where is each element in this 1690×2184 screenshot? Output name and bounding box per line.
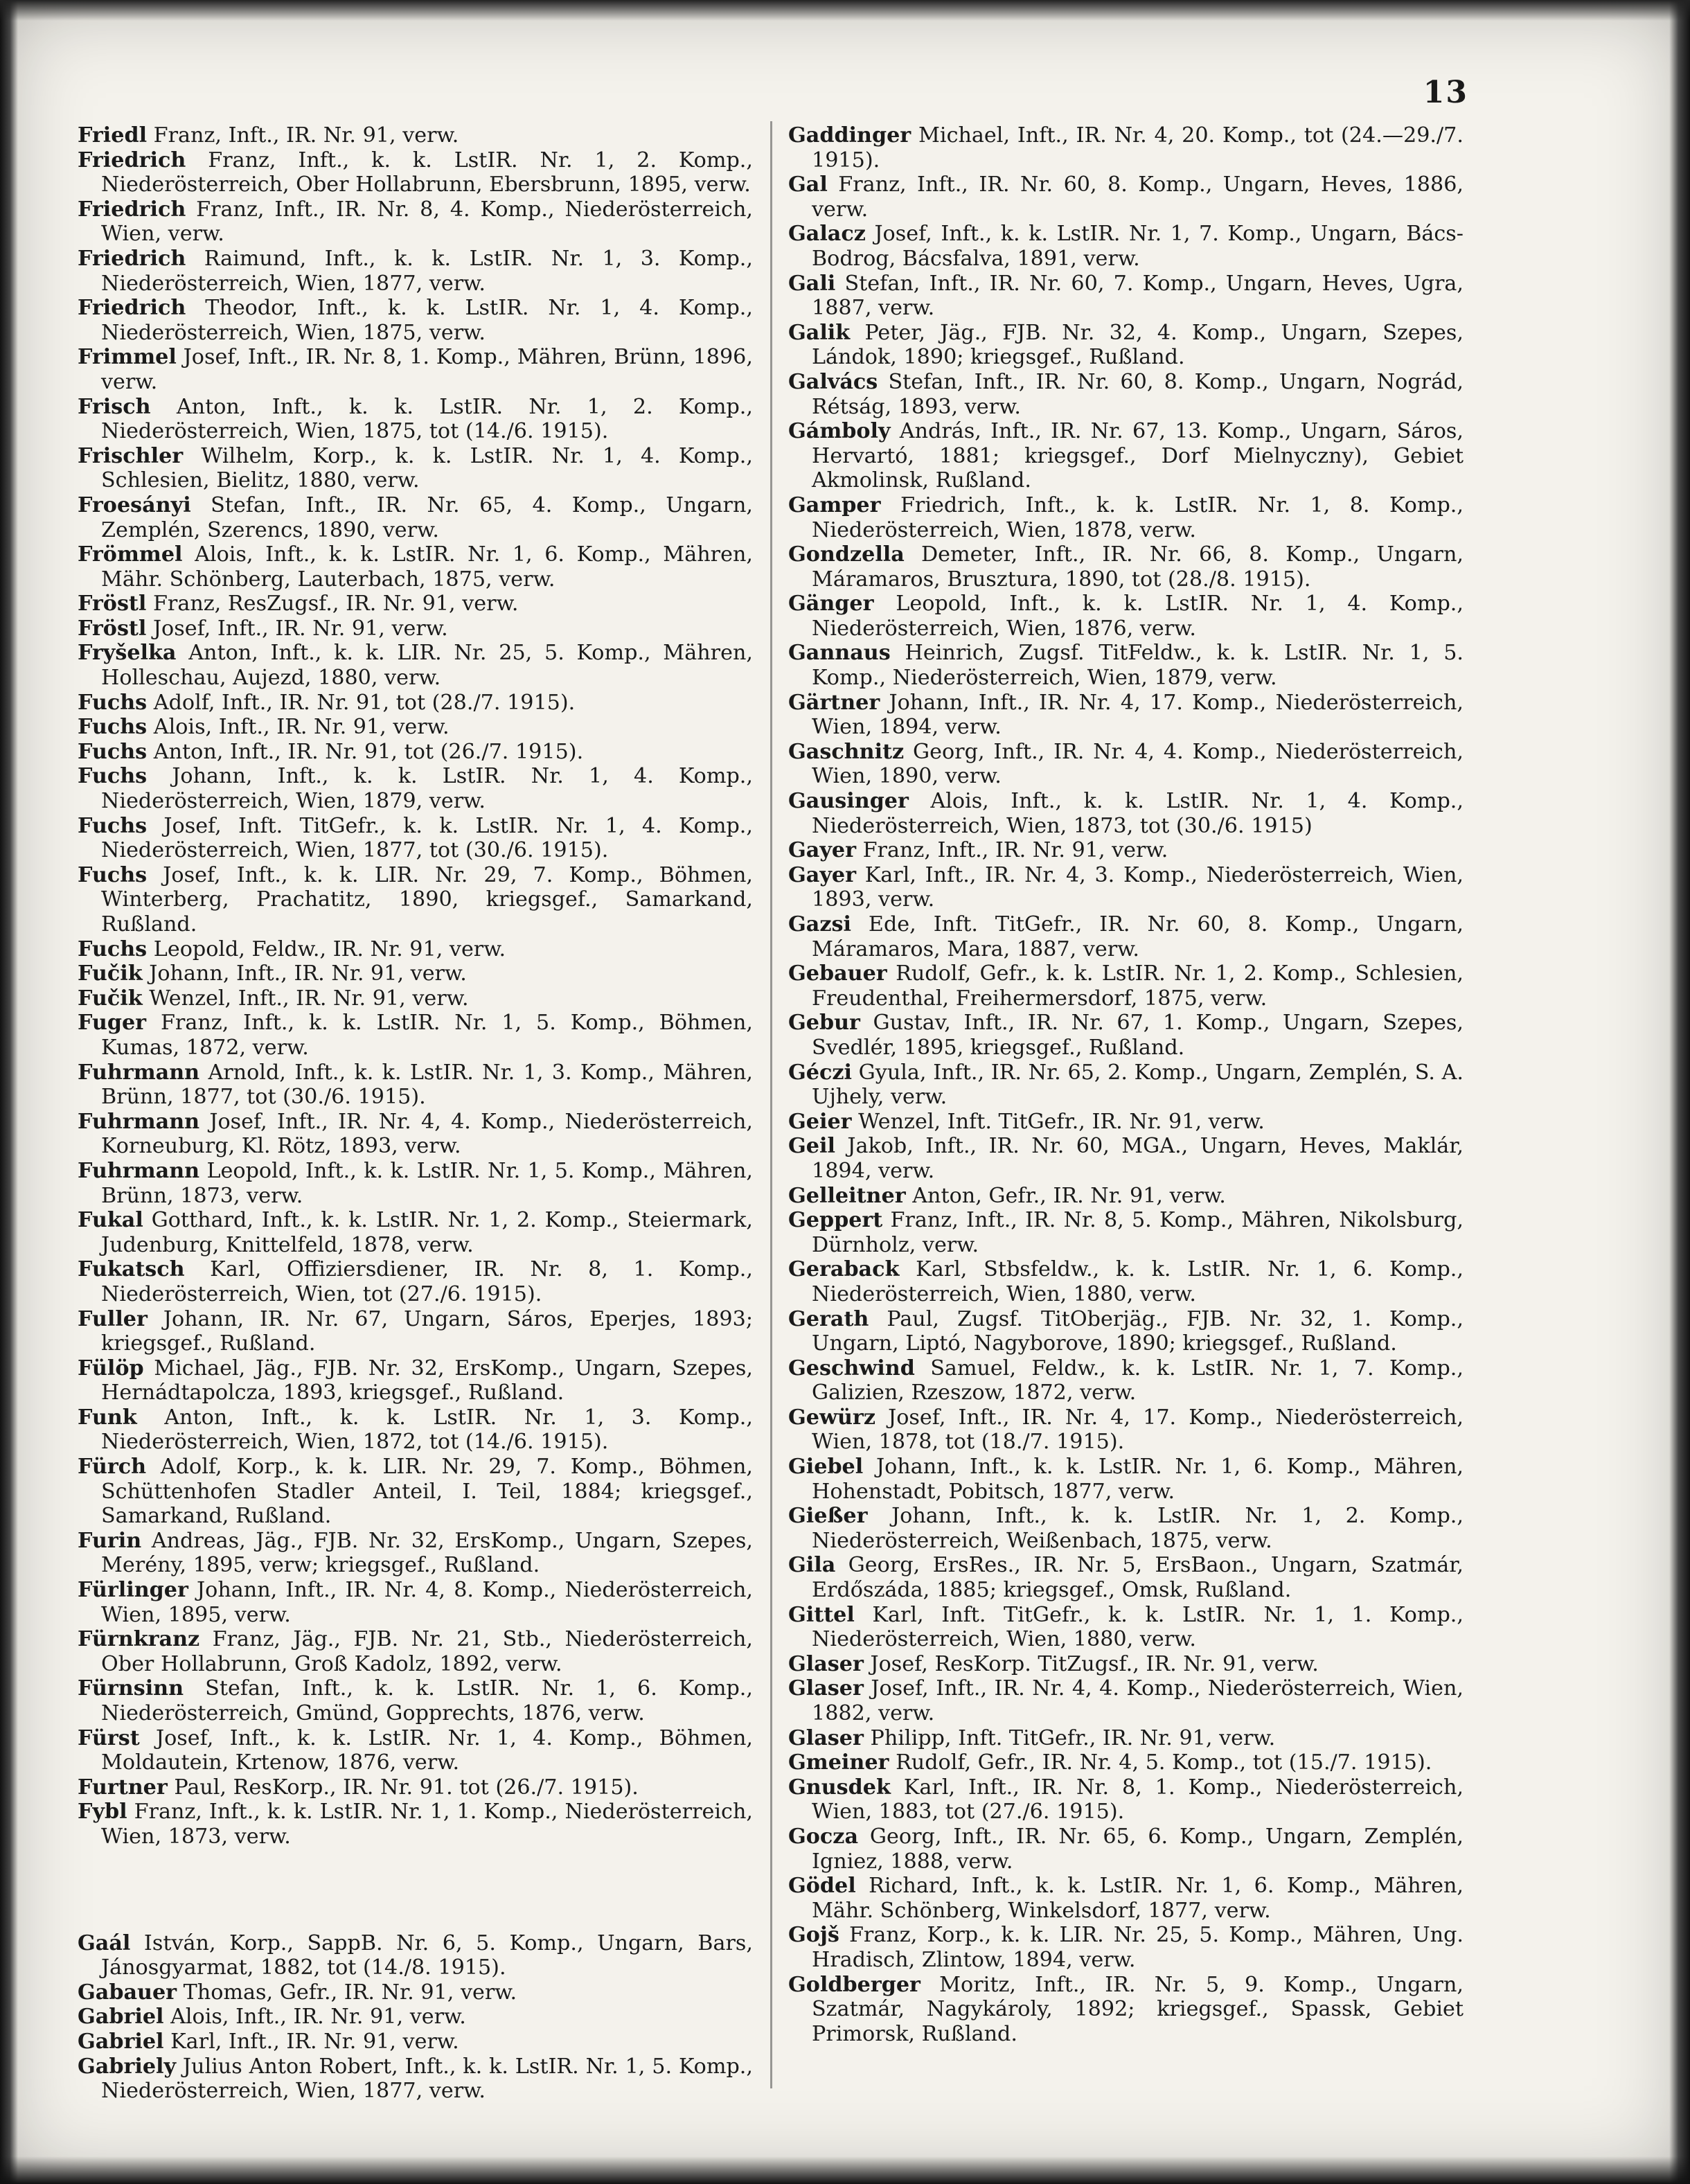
entry-surname: Giebel xyxy=(788,1455,864,1480)
entry-surname: Froesányi xyxy=(78,492,191,517)
scan-edge-top xyxy=(0,0,1690,21)
entry-surname: Fučik xyxy=(78,961,143,986)
entry-surname: Fuchs xyxy=(78,862,148,887)
entry-surname: Gabriely xyxy=(78,2054,177,2079)
entry-details: Andreas, Jäg., FJB. Nr. 32, ErsKomp., Ungarn, Szepes, Merény, 1895, verw; kriegsgef., Rußland. xyxy=(101,1528,753,1578)
entry-details: Leopold, Feldw., IR. Nr. 91, verw. xyxy=(147,936,506,961)
list-entry xyxy=(788,1307,1464,1356)
entry-details: Peter, Jäg., FJB. Nr. 32, 4. Komp., Ungarn, Szepes, Lándok, 1890; kriegsgef., Rußland. xyxy=(812,320,1464,370)
entry-surname: Friedl xyxy=(78,123,148,148)
list-entry xyxy=(788,542,1464,592)
entry-details: Josef, Inft., IR. Nr. 91, verw. xyxy=(146,616,448,641)
entry-surname: Fuchs xyxy=(78,739,148,764)
entry-details: Samuel, Feldw., k. k. LstIR. Nr. 1, 7. Komp., Galizien, Rzeszow, 1872, verw. xyxy=(812,1356,1464,1405)
entry-details: Alois, Inft., IR. Nr. 91, verw. xyxy=(163,2005,466,2030)
entry-details: Josef, Inft., IR. Nr. 4, 4. Komp., Niederösterreich, Wien, 1882, verw. xyxy=(812,1676,1464,1725)
entry-details: Josef, Inft., k. k. LstIR. Nr. 1, 7. Komp., Ungarn, Bács-Bodrog, Bácsfalva, 1891, verw. xyxy=(812,222,1464,271)
column-divider xyxy=(770,121,772,2088)
entry-details: Johann, Inft., k. k. LstIR. Nr. 1, 4. Komp., Niederösterreich, Wien, 1879, verw. xyxy=(101,764,753,814)
entry-details: Leopold, Inft., k. k. LstIR. Nr. 1, 5. Komp., Mähren, Brünn, 1873, verw. xyxy=(101,1158,753,1208)
entry-surname: Friedrich xyxy=(78,296,186,321)
list-entry xyxy=(788,863,1464,912)
list-entry xyxy=(788,1134,1464,1183)
entry-surname: Gaddinger xyxy=(788,123,911,148)
entry-surname: Fülöp xyxy=(78,1356,144,1380)
entry-details: András, Inft., IR. Nr. 67, 13. Komp., Ungarn, Sáros, Hervartó, 1881; kriegsgef., Dorf Mielnyczny), Gebiet Akmolinsk, Rußland. xyxy=(812,419,1464,493)
entry-surname: Gannaus xyxy=(788,641,891,666)
entry-surname: Fröstl xyxy=(78,616,147,641)
entry-surname: Gelleitner xyxy=(788,1183,906,1208)
entry-details: Julius Anton Robert, Inft., k. k. LstIR. Nr. 1, 5. Komp., Niederösterreich, Wien, 1877, verw. xyxy=(101,2054,753,2104)
list-entry xyxy=(78,2005,753,2030)
list-entry xyxy=(788,1184,1464,1209)
entry-surname: Gayer xyxy=(788,838,856,863)
entry-details: Georg, Inft., IR. Nr. 4, 4. Komp., Niederösterreich, Wien, 1890, verw. xyxy=(812,739,1464,789)
entry-details: Johann, Inft., IR. Nr. 4, 17. Komp., Niederösterreich, Wien, 1894, verw. xyxy=(812,690,1464,740)
entry-details: Stefan, Inft., IR. Nr. 60, 8. Komp., Ungarn, Nográd, Rétság, 1893, verw. xyxy=(812,369,1464,419)
list-entry xyxy=(788,1726,1464,1751)
entry-details: Arnold, Inft., k. k. LstIR. Nr. 1, 3. Komp., Mähren, Brünn, 1877, tot (30./6. 1915). xyxy=(101,1060,753,1110)
list-entry xyxy=(78,764,753,813)
entry-details: Karl, Inft. TitGefr., k. k. LstIR. Nr. 1, 1. Komp., Niederösterreich, Wien, 1880, verw. xyxy=(812,1602,1464,1652)
right-column xyxy=(788,123,1464,2046)
list-entry xyxy=(78,641,753,690)
entry-surname: Gewürz xyxy=(788,1405,875,1430)
entry-details: Gyula, Inft., IR. Nr. 65, 2. Komp., Ungarn, Zemplén, S. A. Ujhely, verw. xyxy=(812,1060,1464,1110)
entry-details: Franz, Inft., IR. Nr. 91, verw. xyxy=(147,123,459,148)
entry-surname: Frimmel xyxy=(78,345,177,370)
list-entry xyxy=(78,1726,753,1775)
list-entry xyxy=(78,1257,753,1306)
entry-details: Franz, Jäg., FJB. Nr. 21, Stb., Niederösterreich, Ober Hollabrunn, Groß Kadolz, 1892, verw. xyxy=(101,1627,753,1676)
entry-surname: Geschwind xyxy=(788,1356,915,1380)
entry-surname: Galik xyxy=(788,320,851,345)
entry-surname: Fybl xyxy=(78,1800,127,1825)
entry-details: Franz, Inft., IR. Nr. 91, verw. xyxy=(856,838,1168,863)
entry-details: Thomas, Gefr., IR. Nr. 91, verw. xyxy=(177,1980,517,2005)
entry-details: Franz, Inft., k. k. LstIR. Nr. 1, 5. Komp., Böhmen, Kumas, 1872, verw. xyxy=(101,1011,753,1060)
entry-details: Georg, Inft., IR. Nr. 65, 6. Komp., Ungarn, Zemplén, Igniez, 1888, verw. xyxy=(812,1824,1464,1874)
entry-details: Adolf, Inft., IR. Nr. 91, tot (28./7. 1915). xyxy=(147,690,576,715)
entry-details: Johann, Inft., k. k. LstIR. Nr. 1, 6. Komp., Mähren, Hohenstadt, Pobitsch, 1877, verw. xyxy=(812,1455,1464,1504)
list-entry xyxy=(78,1405,753,1455)
entry-details: Leopold, Inft., k. k. LstIR. Nr. 1, 4. Komp., Niederösterreich, Wien, 1876, verw. xyxy=(812,592,1464,641)
entry-surname: Gali xyxy=(788,271,836,296)
entry-details: Stefan, Inft., k. k. LstIR. Nr. 1, 6. Komp., Niederösterreich, Gmünd, Gopprechts, 1876, verw. xyxy=(101,1676,753,1725)
list-entry xyxy=(788,272,1464,321)
scan-edge-right xyxy=(1669,0,1690,2184)
list-entry xyxy=(788,1011,1464,1060)
list-entry xyxy=(78,691,753,716)
list-entry xyxy=(78,197,753,247)
entry-details: Heinrich, Zugsf. TitFeldw., k. k. LstIR. Nr. 1, 5. Komp., Niederösterreich, Wien, 1879, verw. xyxy=(812,641,1464,691)
list-entry xyxy=(78,616,753,641)
list-entry xyxy=(788,1652,1464,1677)
entry-details: Josef, ResKorp. TitZugsf., IR. Nr. 91, verw. xyxy=(863,1651,1319,1676)
list-entry xyxy=(788,838,1464,863)
entry-details: Demeter, Inft., IR. Nr. 66, 8. Komp., Ungarn, Máramaros, Brusztura, 1890, tot (28./8. 1915). xyxy=(812,542,1464,592)
entry-surname: Glaser xyxy=(788,1651,864,1676)
entry-details: Karl, Stbsfeldw., k. k. LstIR. Nr. 1, 6. Komp., Niederösterreich, Wien, 1880, verw. xyxy=(812,1257,1464,1306)
list-entry xyxy=(78,1011,753,1060)
entry-surname: Fröstl xyxy=(78,592,147,616)
entry-details: Anton, Inft., IR. Nr. 91, tot (26./7. 1915). xyxy=(147,739,584,764)
entry-details: Karl, Inft., IR. Nr. 4, 3. Komp., Niederösterreich, Wien, 1893, verw. xyxy=(812,862,1464,912)
page-number: 13 xyxy=(1423,75,1468,110)
entry-details: Georg, ErsRes., IR. Nr. 5, ErsBaon., Ungarn, Szatmár, Erdőszáda, 1885; kriegsgef., Omsk, Rußland. xyxy=(812,1553,1464,1603)
list-entry xyxy=(78,1800,753,1849)
list-entry xyxy=(788,961,1464,1011)
entry-details: Johann, Inft., k. k. LstIR. Nr. 1, 2. Komp., Niederösterreich, Weißenbach, 1875, verw. xyxy=(812,1504,1464,1553)
entry-surname: Gaschnitz xyxy=(788,739,905,764)
list-entry xyxy=(788,1923,1464,1972)
entry-surname: Fuhrmann xyxy=(78,1158,200,1183)
entry-surname: Fuchs xyxy=(78,690,148,715)
entry-surname: Gocza xyxy=(788,1824,858,1849)
list-entry xyxy=(78,1060,753,1110)
entry-surname: Gámboly xyxy=(788,419,891,444)
list-entry xyxy=(788,641,1464,690)
entry-details: Theodor, Inft., k. k. LstIR. Nr. 1, 4. Komp., Niederösterreich, Wien, 1875, verw. xyxy=(101,296,753,345)
entry-surname: Gießer xyxy=(788,1504,868,1529)
list-entry xyxy=(78,1775,753,1800)
list-entry xyxy=(78,986,753,1011)
list-entry xyxy=(788,419,1464,493)
list-entry xyxy=(78,444,753,493)
list-entry xyxy=(788,1060,1464,1110)
list-entry xyxy=(788,691,1464,740)
entry-surname: Geier xyxy=(788,1109,852,1134)
list-entry xyxy=(788,789,1464,838)
list-entry xyxy=(78,1307,753,1356)
entry-surname: Gänger xyxy=(788,592,874,616)
left-column xyxy=(78,123,753,2104)
entry-surname: Fürch xyxy=(78,1455,147,1480)
list-entry xyxy=(788,222,1464,271)
entry-details: Rudolf, Gefr., IR. Nr. 4, 5. Komp., tot (15./7. 1915). xyxy=(889,1750,1432,1775)
entry-surname: Friedrich xyxy=(78,246,186,271)
entry-surname: Fuchs xyxy=(78,813,148,838)
left-g-entry-list xyxy=(78,1931,753,2104)
list-entry xyxy=(78,740,753,765)
entry-details: Rudolf, Gefr., k. k. LstIR. Nr. 1, 2. Komp., Schlesien, Freudenthal, Freihermersdorf, 1875, verw. xyxy=(812,961,1464,1011)
entry-surname: Geraback xyxy=(788,1257,900,1282)
list-entry xyxy=(788,1405,1464,1455)
entry-details: Karl, Inft., IR. Nr. 8, 1. Komp., Niederösterreich, Wien, 1883, tot (27./6. 1915). xyxy=(812,1775,1464,1825)
entry-details: Gotthard, Inft., k. k. LstIR. Nr. 1, 2. Komp., Steiermark, Judenburg, Knittelfeld, 1878, verw. xyxy=(101,1208,753,1257)
entry-details: Moritz, Inft., IR. Nr. 5, 9. Komp., Ungarn, Szatmár, Nagykároly, 1892; kriegsgef., Spassk, Gebiet Primorsk, Rußland. xyxy=(812,1972,1464,2046)
entry-details: Karl, Offiziersdiener, IR. Nr. 8, 1. Komp., Niederösterreich, Wien, tot (27./6. 1915). xyxy=(101,1257,753,1306)
entry-details: Franz, Korp., k. k. LIR. Nr. 25, 5. Komp., Mähren, Ung. Hradisch, Zlintow, 1894, verw. xyxy=(812,1923,1464,1972)
entry-details: Alois, Inft., k. k. LstIR. Nr. 1, 4. Komp., Niederösterreich, Wien, 1873, tot (30./6. 1915) xyxy=(812,789,1464,838)
entry-surname: Gmeiner xyxy=(788,1750,889,1775)
entry-details: Karl, Inft., IR. Nr. 91, verw. xyxy=(163,2029,459,2054)
entry-surname: Fryšelka xyxy=(78,641,177,666)
entry-details: Stefan, Inft., IR. Nr. 65, 4. Komp., Ungarn, Zemplén, Szerencs, 1890, verw. xyxy=(101,492,753,542)
entry-details: Michael, Inft., IR. Nr. 4, 20. Komp., tot (24.—29./7. 1915). xyxy=(812,123,1464,172)
entry-details: Michael, Jäg., FJB. Nr. 32, ErsKomp., Ungarn, Szepes, Hernádtapolcza, 1893, kriegsgef., Rußland. xyxy=(101,1356,753,1405)
entry-details: Josef, Inft., k. k. LIR. Nr. 29, 7. Komp., Böhmen, Winterberg, Prachatitz, 1890, kriegsgef., Samarkand, Rußland. xyxy=(101,862,753,936)
list-entry xyxy=(78,1529,753,1578)
list-entry xyxy=(78,1676,753,1725)
list-entry xyxy=(78,148,753,197)
list-entry xyxy=(78,937,753,962)
entry-surname: Fürnsinn xyxy=(78,1676,184,1701)
entry-details: Raimund, Inft., k. k. LstIR. Nr. 1, 3. Komp., Niederösterreich, Wien, 1877, verw. xyxy=(101,246,753,296)
entry-details: Franz, Inft., IR. Nr. 8, 4. Komp., Niederösterreich, Wien, verw. xyxy=(101,197,753,247)
list-entry xyxy=(788,1825,1464,1874)
entry-surname: Fukatsch xyxy=(78,1257,185,1282)
list-entry xyxy=(78,1455,753,1529)
entry-details: Alois, Inft., k. k. LstIR. Nr. 1, 6. Komp., Mähren, Mähr. Schönberg, Lauterbach, 1875, verw. xyxy=(101,542,753,592)
entry-surname: Gaál xyxy=(78,1930,131,1955)
list-entry xyxy=(78,296,753,345)
list-entry xyxy=(78,123,753,148)
entry-surname: Fukal xyxy=(78,1208,143,1233)
list-entry xyxy=(788,370,1464,419)
entry-details: Franz, Inft., IR. Nr. 60, 8. Komp., Ungarn, Heves, 1886, verw. xyxy=(812,172,1464,222)
entry-surname: Fuhrmann xyxy=(78,1109,200,1134)
entry-surname: Fürlinger xyxy=(78,1578,188,1603)
entry-surname: Fürst xyxy=(78,1725,140,1750)
entry-surname: Fuger xyxy=(78,1011,147,1036)
entry-surname: Frömmel xyxy=(78,542,183,567)
scan-edge-left xyxy=(0,0,18,2184)
entry-details: Wilhelm, Korp., k. k. LstIR. Nr. 1, 4. Komp., Schlesien, Bielitz, 1880, verw. xyxy=(101,443,753,493)
list-entry xyxy=(78,814,753,863)
list-entry xyxy=(788,1603,1464,1652)
entry-details: Gustav, Inft., IR. Nr. 67, 1. Komp., Ungarn, Szepes, Svedlér, 1895, kriegsgef., Rußland. xyxy=(812,1011,1464,1060)
list-entry xyxy=(78,1627,753,1676)
entry-surname: Friedrich xyxy=(78,148,186,172)
entry-details: Josef, Inft., IR. Nr. 4, 17. Komp., Niederösterreich, Wien, 1878, tot (18./7. 1915). xyxy=(812,1405,1464,1455)
entry-surname: Fuller xyxy=(78,1306,148,1331)
list-entry xyxy=(788,740,1464,789)
entry-surname: Frisch xyxy=(78,394,151,419)
list-entry xyxy=(788,1973,1464,2047)
entry-surname: Gnusdek xyxy=(788,1775,891,1800)
entry-surname: Gabriel xyxy=(78,2005,164,2030)
entry-surname: Frischler xyxy=(78,443,184,468)
entry-surname: Gärtner xyxy=(788,690,880,715)
entry-surname: Gebur xyxy=(788,1011,860,1036)
entry-surname: Gabriel xyxy=(78,2029,164,2054)
entry-details: Philipp, Inft. TitGefr., IR. Nr. 91, verw. xyxy=(863,1725,1276,1750)
entry-surname: Gerath xyxy=(788,1306,869,1331)
section-gap xyxy=(78,1849,753,1931)
entry-details: Josef, Inft., IR. Nr. 4, 4. Komp., Niederösterreich, Korneuburg, Kl. Rötz, 1893, verw. xyxy=(101,1109,753,1159)
list-entry xyxy=(788,493,1464,542)
entry-details: Anton, Inft., k. k. LstIR. Nr. 1, 3. Komp., Niederösterreich, Wien, 1872, tot (14./6. 1915). xyxy=(101,1405,753,1455)
list-entry xyxy=(788,1504,1464,1553)
entry-details: István, Korp., SappB. Nr. 6, 5. Komp., Ungarn, Bars, Jánosgyarmat, 1882, tot (14./8. 1915). xyxy=(101,1930,753,1980)
list-entry xyxy=(788,1750,1464,1775)
scan-edge-bottom xyxy=(0,2156,1690,2184)
list-entry xyxy=(78,1110,753,1159)
list-entry xyxy=(78,395,753,444)
right-entry-list xyxy=(788,123,1464,2046)
list-entry xyxy=(788,1257,1464,1306)
entry-surname: Funk xyxy=(78,1405,137,1430)
entry-surname: Fürnkranz xyxy=(78,1627,200,1652)
entry-details: Ede, Inft. TitGefr., IR. Nr. 60, 8. Komp., Ungarn, Máramaros, Mara, 1887, verw. xyxy=(812,912,1464,961)
entry-details: Anton, Inft., k. k. LIR. Nr. 25, 5. Komp., Mähren, Holleschau, Aujezd, 1880, verw. xyxy=(101,641,753,691)
entry-surname: Gausinger xyxy=(788,789,909,814)
entry-surname: Fučik xyxy=(78,986,143,1011)
entry-surname: Gabauer xyxy=(78,1980,177,2005)
list-entry xyxy=(78,345,753,394)
list-entry xyxy=(78,2030,753,2054)
entry-surname: Fuhrmann xyxy=(78,1060,200,1085)
list-entry xyxy=(78,1208,753,1257)
list-entry xyxy=(78,2054,753,2104)
entry-surname: Gamper xyxy=(788,492,881,517)
list-entry xyxy=(78,247,753,296)
list-entry xyxy=(788,1553,1464,1602)
list-entry xyxy=(78,1356,753,1405)
entry-details: Richard, Inft., k. k. LstIR. Nr. 1, 6. Komp., Mähren, Mähr. Schönberg, Winkelsdorf, 1877, verw. xyxy=(812,1874,1464,1923)
entry-surname: Furtner xyxy=(78,1775,168,1800)
entry-details: Josef, Inft., k. k. LstIR. Nr. 1, 4. Komp., Böhmen, Moldautein, Krtenow, 1876, verw. xyxy=(101,1725,753,1775)
entry-surname: Friedrich xyxy=(78,197,186,222)
entry-surname: Geppert xyxy=(788,1208,883,1233)
entry-details: Wenzel, Inft. TitGefr., IR. Nr. 91, verw. xyxy=(851,1109,1265,1134)
entry-details: Johann, Inft., IR. Nr. 4, 8. Komp., Niederösterreich, Wien, 1895, verw. xyxy=(101,1578,753,1627)
entry-details: Friedrich, Inft., k. k. LstIR. Nr. 1, 8. Komp., Niederösterreich, Wien, 1878, verw. xyxy=(812,492,1464,542)
entry-details: Josef, Inft. TitGefr., k. k. LstIR. Nr. 1, 4. Komp., Niederösterreich, Wien, 1877, tot (30./6. 1915). xyxy=(101,813,753,863)
entry-surname: Geil xyxy=(788,1134,835,1159)
list-entry xyxy=(788,1775,1464,1825)
entry-surname: Fuchs xyxy=(78,764,148,789)
list-entry xyxy=(788,912,1464,961)
list-entry xyxy=(78,592,753,616)
list-entry xyxy=(788,1208,1464,1257)
list-entry xyxy=(78,1578,753,1627)
entry-details: Jakob, Inft., IR. Nr. 60, MGA., Ungarn, Heves, Maklár, 1894, verw. xyxy=(812,1134,1464,1183)
entry-details: Paul, ResKorp., IR. Nr. 91. tot (26./7. 1915). xyxy=(167,1775,639,1800)
entry-surname: Fuchs xyxy=(78,936,148,961)
entry-details: Anton, Inft., k. k. LstIR. Nr. 1, 2. Komp., Niederösterreich, Wien, 1875, tot (14./6. 1915). xyxy=(101,394,753,444)
entry-details: Franz, Inft., IR. Nr. 8, 5. Komp., Mähren, Nikolsburg, Dürnholz, verw. xyxy=(812,1208,1464,1257)
list-entry xyxy=(78,715,753,740)
entry-details: Franz, Inft., k. k. LstIR. Nr. 1, 1. Komp., Niederösterreich, Wien, 1873, verw. xyxy=(101,1800,753,1849)
entry-details: Wenzel, Inft., IR. Nr. 91, verw. xyxy=(142,986,469,1011)
list-entry xyxy=(788,321,1464,370)
entry-surname: Gal xyxy=(788,172,828,197)
entry-details: Paul, Zugsf. TitOberjäg., FJB. Nr. 32, 1. Komp., Ungarn, Liptó, Nagyborove, 1890; kriegsgef., Rußland. xyxy=(812,1306,1464,1356)
entry-surname: Glaser xyxy=(788,1676,864,1701)
entry-details: Johann, IR. Nr. 67, Ungarn, Sáros, Eperjes, 1893; kriegsgef., Rußland. xyxy=(101,1306,753,1356)
entry-details: Anton, Gefr., IR. Nr. 91, verw. xyxy=(905,1183,1226,1208)
entry-surname: Galvács xyxy=(788,369,878,394)
entry-surname: Géczi xyxy=(788,1060,852,1085)
entry-details: Franz, ResZugsf., IR. Nr. 91, verw. xyxy=(146,592,519,616)
entry-surname: Goldberger xyxy=(788,1972,920,1997)
entry-surname: Gazsi xyxy=(788,912,851,936)
entry-surname: Gondzella xyxy=(788,542,905,567)
entry-surname: Gila xyxy=(788,1553,836,1578)
list-entry xyxy=(78,493,753,542)
list-entry xyxy=(78,542,753,592)
list-entry xyxy=(78,1980,753,2005)
entry-details: Stefan, Inft., IR. Nr. 60, 7. Komp., Ungarn, Heves, Ugra, 1887, verw. xyxy=(812,271,1464,321)
entry-details: Adolf, Korp., k. k. LIR. Nr. 29, 7. Komp., Böhmen, Schüttenhofen Stadler Anteil, I. Teil, 1884; kriegsgef., Samarkand, Rußland. xyxy=(101,1455,753,1529)
entry-details: Franz, Inft., k. k. LstIR. Nr. 1, 2. Komp., Niederösterreich, Ober Hollabrunn, Ebersbrunn, 1895, verw. xyxy=(101,148,753,197)
list-entry xyxy=(78,1159,753,1208)
entry-surname: Galacz xyxy=(788,222,866,247)
entry-surname: Gayer xyxy=(788,862,856,887)
list-entry xyxy=(788,592,1464,641)
list-entry xyxy=(788,1455,1464,1504)
list-entry xyxy=(788,123,1464,172)
list-entry xyxy=(788,1110,1464,1135)
list-entry xyxy=(78,961,753,986)
entry-details: Johann, Inft., IR. Nr. 91, verw. xyxy=(142,961,467,986)
left-entry-list xyxy=(78,123,753,1849)
list-entry xyxy=(788,172,1464,222)
entry-details: Josef, Inft., IR. Nr. 8, 1. Komp., Mähren, Brünn, 1896, verw. xyxy=(101,345,753,394)
entry-surname: Gödel xyxy=(788,1874,856,1899)
entry-surname: Gittel xyxy=(788,1602,855,1627)
entry-surname: Furin xyxy=(78,1528,142,1553)
entry-surname: Gojš xyxy=(788,1923,839,1948)
list-entry xyxy=(78,863,753,937)
entry-surname: Gebauer xyxy=(788,961,887,986)
list-entry xyxy=(788,1874,1464,1923)
entry-surname: Glaser xyxy=(788,1725,864,1750)
list-entry xyxy=(788,1676,1464,1725)
list-entry xyxy=(788,1356,1464,1405)
entry-surname: Fuchs xyxy=(78,715,148,740)
entry-details: Alois, Inft., IR. Nr. 91, verw. xyxy=(147,715,450,740)
list-entry xyxy=(78,1931,753,1980)
